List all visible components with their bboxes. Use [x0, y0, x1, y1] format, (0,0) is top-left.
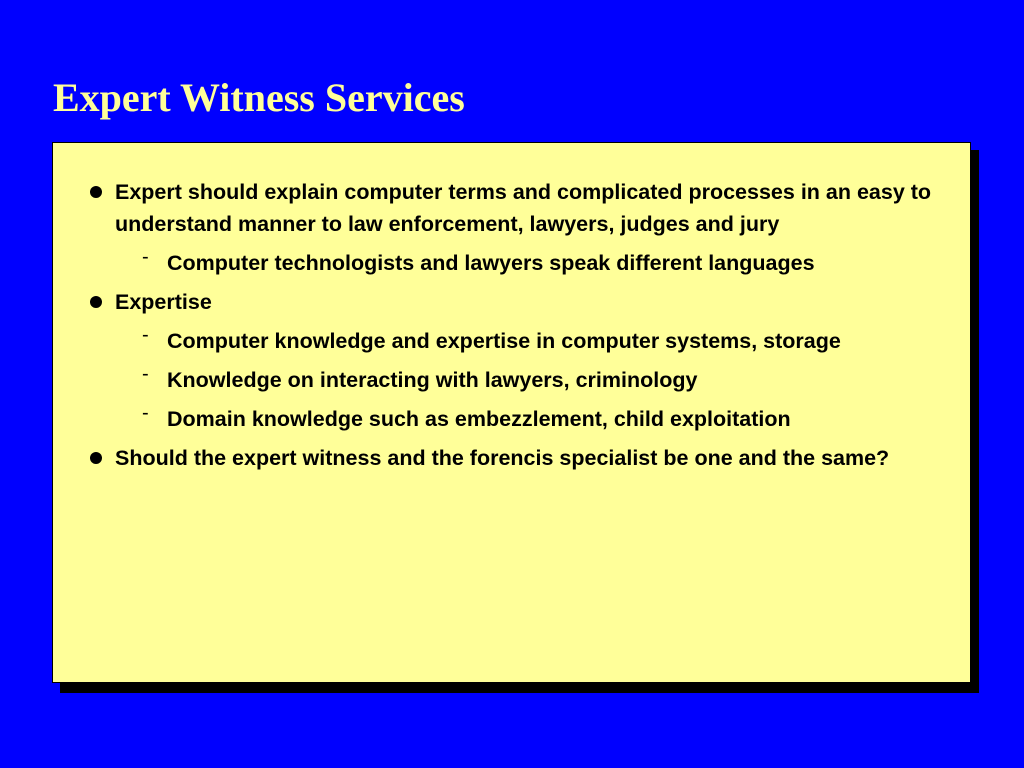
dash-icon: - [142, 324, 149, 346]
dash-icon: - [142, 363, 149, 385]
bullet-text: Should the expert witness and the forencis specialist be one and the same? [115, 446, 890, 470]
bullet-dot-icon [90, 452, 102, 464]
sub-bullet-item [53, 325, 970, 357]
bullet-dot-icon [90, 296, 102, 308]
sub-bullet-item [53, 247, 970, 279]
dash-icon: - [142, 402, 149, 424]
bullet-item [53, 286, 970, 318]
sub-bullet-text: Computer technologists and lawyers speak different languages [167, 251, 815, 275]
dash-icon: - [142, 246, 149, 268]
bullet-dot-icon [90, 186, 102, 198]
sub-bullet-item [53, 403, 970, 435]
sub-bullet-text: Computer knowledge and expertise in computer systems, storage [167, 329, 841, 353]
bullet-item [53, 176, 970, 240]
sub-bullet-text: Knowledge on interacting with lawyers, criminology [167, 368, 698, 392]
sub-bullet-text: Domain knowledge such as embezzlement, child exploitation [167, 407, 791, 431]
bullet-text: Expert should explain computer terms and complicated processes in an easy to understand manner to law enforcement, lawyers, judges and jury [115, 180, 932, 236]
slide-title: Expert Witness Services [53, 75, 465, 120]
sub-bullet-item [53, 364, 970, 396]
content-box [52, 142, 971, 683]
bullet-item [53, 442, 970, 474]
bullet-text: Expertise [115, 290, 212, 314]
bullet-list [53, 176, 970, 481]
